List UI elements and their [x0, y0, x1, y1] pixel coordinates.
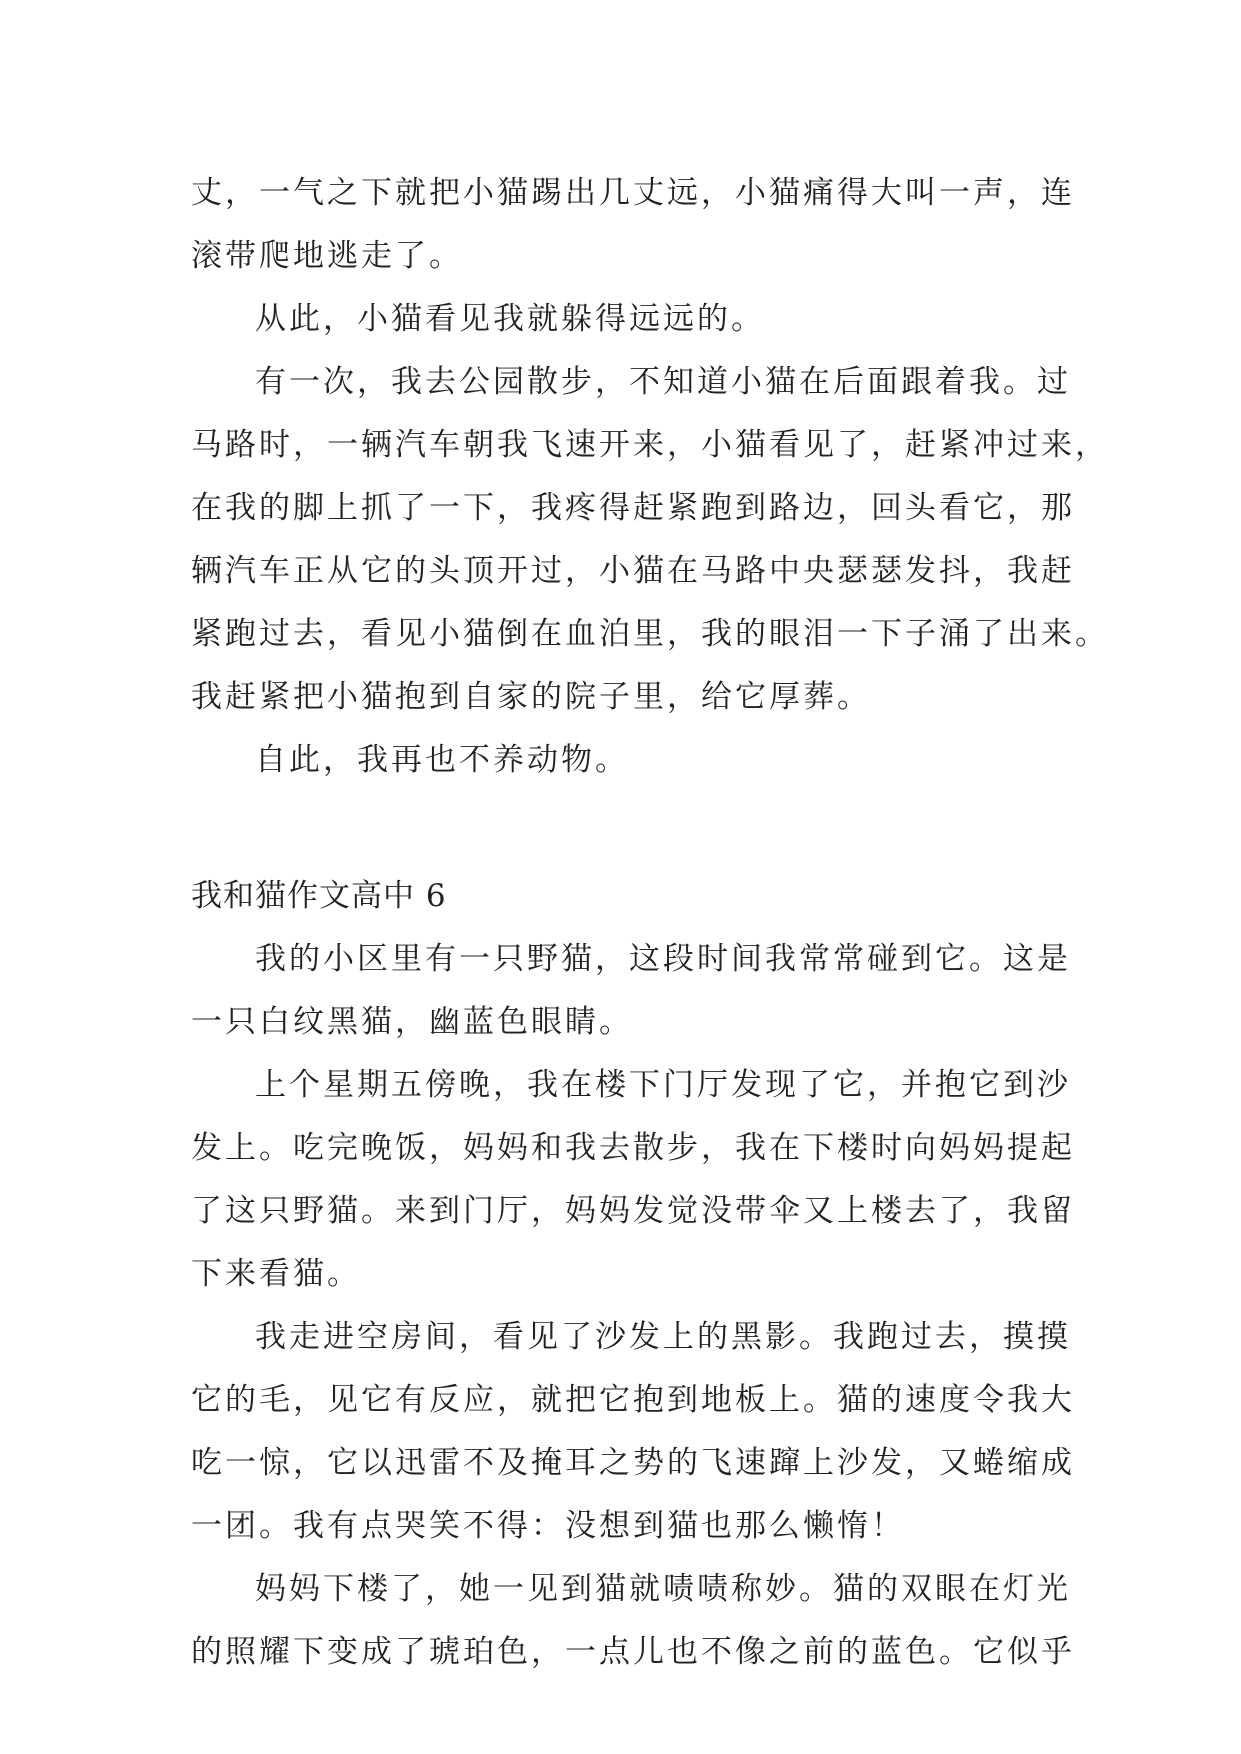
text-line: 下来看猫。 — [191, 1256, 361, 1292]
text-line: 了这只野猫。来到门厅，妈妈发觉没带伞又上楼去了，我留 — [191, 1193, 1075, 1229]
paragraph-start-line: 妈妈下楼了，她一见到猫就啧啧称妙。猫的双眼在灯光 — [255, 1571, 1071, 1607]
text-line: 我赶紧把小猫抱到自家的院子里，给它厚葬。 — [191, 679, 871, 715]
section-spacer — [191, 792, 1051, 865]
section-title: 我和猫作文高中 6 — [191, 878, 447, 914]
document-body — [191, 162, 1109, 1684]
text-line: 紧跑过去，看见小猫倒在血泊里，我的眼泪一下子涌了出来。 — [191, 616, 1109, 652]
paragraph-start-line: 上个星期五傍晚，我在楼下门厅发现了它，并抱它到沙 — [255, 1067, 1071, 1103]
paragraph-start-line: 我走进空房间，看见了沙发上的黑影。我跑过去，摸摸 — [255, 1319, 1071, 1355]
text-line: 发上。吃完晚饭，妈妈和我去散步，我在下楼时向妈妈提起 — [191, 1130, 1075, 1166]
paragraph-start-line: 自此，我再也不养动物。 — [255, 742, 629, 778]
text-line: 的照耀下变成了琥珀色，一点儿也不像之前的蓝色。它似乎 — [191, 1634, 1075, 1670]
text-line: 吃一惊，它以迅雷不及掩耳之势的飞速蹿上沙发，又蜷缩成 — [191, 1445, 1075, 1481]
paragraph-start-line: 从此，小猫看见我就躲得远远的。 — [255, 301, 765, 337]
text-line: 辆汽车正从它的头顶开过，小猫在马路中央瑟瑟发抖，我赶 — [191, 553, 1075, 589]
text-line: 马路时，一辆汽车朝我飞速开来，小猫看见了，赶紧冲过来， — [191, 427, 1109, 463]
text-line: 滚带爬地逃走了。 — [191, 238, 463, 274]
text-line: 丈，一气之下就把小猫踢出几丈远，小猫痛得大叫一声，连 — [191, 175, 1075, 211]
text-line: 一只白纹黑猫，幽蓝色眼睛。 — [191, 1004, 633, 1040]
text-line: 在我的脚上抓了一下，我疼得赶紧跑到路边，回头看它，那 — [191, 490, 1075, 526]
text-line: 一团。我有点哭笑不得：没想到猫也那么懒惰！ — [191, 1508, 905, 1544]
paragraph-start-line: 有一次，我去公园散步，不知道小猫在后面跟着我。过 — [255, 364, 1071, 400]
text-line: 它的毛，见它有反应，就把它抱到地板上。猫的速度令我大 — [191, 1382, 1075, 1418]
paragraph-start-line: 我的小区里有一只野猫，这段时间我常常碰到它。这是 — [255, 941, 1071, 977]
